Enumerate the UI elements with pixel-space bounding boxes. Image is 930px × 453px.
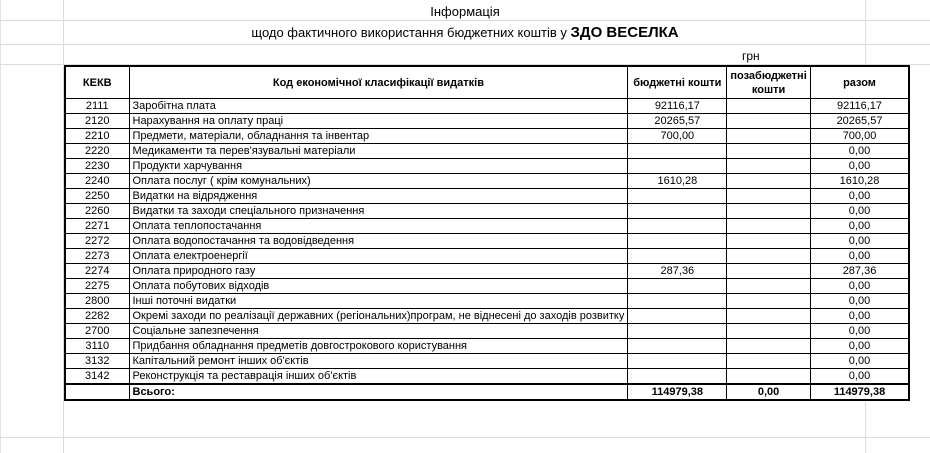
- budget-cell[interactable]: 20265,57: [628, 114, 727, 129]
- column-header-extrabudget[interactable]: позабюджетні кошти: [727, 66, 810, 99]
- budget-cell[interactable]: 287,36: [628, 264, 727, 279]
- extrabudget-cell[interactable]: [727, 264, 810, 279]
- expense-name-cell[interactable]: Видатки та заходи спеціального призначення: [129, 204, 628, 219]
- expense-name-cell[interactable]: Предмети, матеріали, обладнання та інвентар: [129, 129, 628, 144]
- kekv-cell[interactable]: 3142: [65, 369, 129, 385]
- kekv-cell[interactable]: 2220: [65, 144, 129, 159]
- column-header-kekv[interactable]: КЕКВ: [65, 66, 129, 99]
- total-cell[interactable]: 0,00: [810, 249, 909, 264]
- table-row: [65, 369, 909, 385]
- extrabudget-cell[interactable]: [727, 279, 810, 294]
- total-cell[interactable]: 0,00: [810, 234, 909, 249]
- expense-name-cell[interactable]: Продукти харчування: [129, 159, 628, 174]
- kekv-cell[interactable]: 2700: [65, 324, 129, 339]
- total-cell[interactable]: 0,00: [810, 144, 909, 159]
- table-row: [65, 99, 909, 114]
- expense-name-cell[interactable]: Медикаменти та перев'язувальні матеріали: [129, 144, 628, 159]
- total-cell[interactable]: 0,00: [810, 324, 909, 339]
- total-cell[interactable]: 0,00: [810, 159, 909, 174]
- kekv-cell[interactable]: 2240: [65, 174, 129, 189]
- column-header-total[interactable]: разом: [810, 66, 909, 99]
- kekv-cell[interactable]: 2275: [65, 279, 129, 294]
- total-cell[interactable]: 0,00: [810, 219, 909, 234]
- total-sum-cell[interactable]: 114979,38: [810, 384, 909, 400]
- budget-cell[interactable]: [628, 189, 727, 204]
- extrabudget-cell[interactable]: [727, 219, 810, 234]
- expense-name-cell[interactable]: Видатки на відрядження: [129, 189, 628, 204]
- total-cell[interactable]: 0,00: [810, 354, 909, 369]
- budget-cell[interactable]: [628, 309, 727, 324]
- table-row: [65, 234, 909, 249]
- extrabudget-cell[interactable]: [727, 234, 810, 249]
- expense-name-cell[interactable]: Оплата побутових відходів: [129, 279, 628, 294]
- table-row: [65, 339, 909, 354]
- kekv-cell[interactable]: 2271: [65, 219, 129, 234]
- expense-name-cell[interactable]: Оплата водопостачання та водовідведення: [129, 234, 628, 249]
- extrabudget-cell[interactable]: [727, 114, 810, 129]
- total-cell[interactable]: 700,00: [810, 129, 909, 144]
- budget-cell[interactable]: [628, 159, 727, 174]
- budget-cell[interactable]: [628, 354, 727, 369]
- table-row: [65, 294, 909, 309]
- extrabudget-cell[interactable]: [727, 129, 810, 144]
- table-body: [65, 99, 909, 385]
- total-extrabudget-cell[interactable]: 0,00: [727, 384, 810, 400]
- total-cell[interactable]: 287,36: [810, 264, 909, 279]
- budget-cell[interactable]: [628, 219, 727, 234]
- table-row: [65, 144, 909, 159]
- table-row: [65, 324, 909, 339]
- kekv-cell[interactable]: 3110: [65, 339, 129, 354]
- extrabudget-cell[interactable]: [727, 204, 810, 219]
- budget-cell[interactable]: [628, 324, 727, 339]
- expense-name-cell[interactable]: Капітальний ремонт інших об'єктів: [129, 354, 628, 369]
- expense-name-cell[interactable]: Інші поточні видатки: [129, 294, 628, 309]
- table-row: [65, 174, 909, 189]
- extrabudget-cell[interactable]: [727, 99, 810, 114]
- extrabudget-cell[interactable]: [727, 249, 810, 264]
- expenditure-table: [64, 65, 910, 401]
- expense-name-cell[interactable]: Оплата природного газу: [129, 264, 628, 279]
- expense-name-cell[interactable]: Окремі заходи по реалізації державних (регіональних)програм, не віднесені до заходів розвитку: [129, 309, 628, 324]
- expense-name-cell[interactable]: Соціальне запезпечення: [129, 324, 628, 339]
- kekv-cell[interactable]: 2272: [65, 234, 129, 249]
- extrabudget-cell[interactable]: [727, 339, 810, 354]
- total-cell[interactable]: 1610,28: [810, 174, 909, 189]
- table-row: [65, 204, 909, 219]
- extrabudget-cell[interactable]: [727, 189, 810, 204]
- total-kekv-cell[interactable]: [65, 384, 129, 400]
- column-header-budget[interactable]: бюджетні кошти: [628, 66, 727, 99]
- total-cell[interactable]: 0,00: [810, 279, 909, 294]
- table-row: [65, 159, 909, 174]
- extrabudget-cell[interactable]: [727, 144, 810, 159]
- kekv-cell[interactable]: 3132: [65, 354, 129, 369]
- total-cell[interactable]: 0,00: [810, 204, 909, 219]
- table-row: [65, 129, 909, 144]
- total-cell[interactable]: 92116,17: [810, 99, 909, 114]
- kekv-cell[interactable]: 2273: [65, 249, 129, 264]
- organization-name: ЗДО ВЕСЕЛКА: [570, 24, 679, 41]
- table-row: [65, 219, 909, 234]
- extrabudget-cell[interactable]: [727, 354, 810, 369]
- total-cell[interactable]: 0,00: [810, 369, 909, 385]
- extrabudget-cell[interactable]: [727, 309, 810, 324]
- total-cell[interactable]: 0,00: [810, 339, 909, 354]
- budget-cell[interactable]: [628, 204, 727, 219]
- budget-cell[interactable]: [628, 339, 727, 354]
- total-budget-cell[interactable]: 114979,38: [628, 384, 727, 400]
- table-row: [65, 279, 909, 294]
- table-header-row: [65, 66, 909, 99]
- column-header-name[interactable]: Код економічної класифікації видатків: [129, 66, 628, 99]
- total-cell[interactable]: 20265,57: [810, 114, 909, 129]
- budget-cell[interactable]: 92116,17: [628, 99, 727, 114]
- kekv-cell[interactable]: 2120: [65, 114, 129, 129]
- expense-name-cell[interactable]: Оплата послуг ( крім комунальних): [129, 174, 628, 189]
- table-row: [65, 249, 909, 264]
- budget-cell[interactable]: [628, 249, 727, 264]
- currency-unit: грн: [742, 49, 760, 63]
- expense-name-cell[interactable]: Заробітна плата: [129, 99, 628, 114]
- budget-cell[interactable]: [628, 294, 727, 309]
- table-row: [65, 189, 909, 204]
- kekv-cell[interactable]: 2274: [65, 264, 129, 279]
- budget-cell[interactable]: [628, 234, 727, 249]
- kekv-cell[interactable]: 2800: [65, 294, 129, 309]
- table-row: [65, 309, 909, 324]
- table-row: [65, 264, 909, 279]
- expense-name-cell[interactable]: Реконструкція та реставрація інших об'єктів: [129, 369, 628, 385]
- total-row: [65, 384, 909, 400]
- report-subtitle: [0, 24, 930, 41]
- kekv-cell[interactable]: 2111: [65, 99, 129, 114]
- kekv-cell[interactable]: 2230: [65, 159, 129, 174]
- budget-cell[interactable]: 700,00: [628, 129, 727, 144]
- expense-name-cell[interactable]: Оплата теплопостачання: [129, 219, 628, 234]
- table-row: [65, 354, 909, 369]
- report-title: Інформація: [430, 4, 500, 19]
- budget-cell[interactable]: [628, 369, 727, 385]
- total-label[interactable]: Всього:: [129, 384, 628, 400]
- expense-name-cell[interactable]: Придбання обладнання предметів довгострокового користування: [129, 339, 628, 354]
- extrabudget-cell[interactable]: [727, 324, 810, 339]
- kekv-cell[interactable]: 2210: [65, 129, 129, 144]
- total-cell[interactable]: 0,00: [810, 189, 909, 204]
- extrabudget-cell[interactable]: [727, 294, 810, 309]
- total-cell[interactable]: 0,00: [810, 309, 909, 324]
- extrabudget-cell[interactable]: [727, 369, 810, 385]
- kekv-cell[interactable]: 2282: [65, 309, 129, 324]
- kekv-cell[interactable]: 2260: [65, 204, 129, 219]
- total-cell[interactable]: 0,00: [810, 294, 909, 309]
- extrabudget-cell[interactable]: [727, 159, 810, 174]
- table-row: [65, 114, 909, 129]
- extrabudget-cell[interactable]: [727, 174, 810, 189]
- budget-cell[interactable]: [628, 144, 727, 159]
- expense-name-cell[interactable]: Оплата електроенергії: [129, 249, 628, 264]
- budget-cell[interactable]: 1610,28: [628, 174, 727, 189]
- expense-name-cell[interactable]: Нарахування на оплату праці: [129, 114, 628, 129]
- kekv-cell[interactable]: 2250: [65, 189, 129, 204]
- budget-cell[interactable]: [628, 279, 727, 294]
- subtitle-text: щодо фактичного використання бюджетних коштів у: [251, 25, 571, 40]
